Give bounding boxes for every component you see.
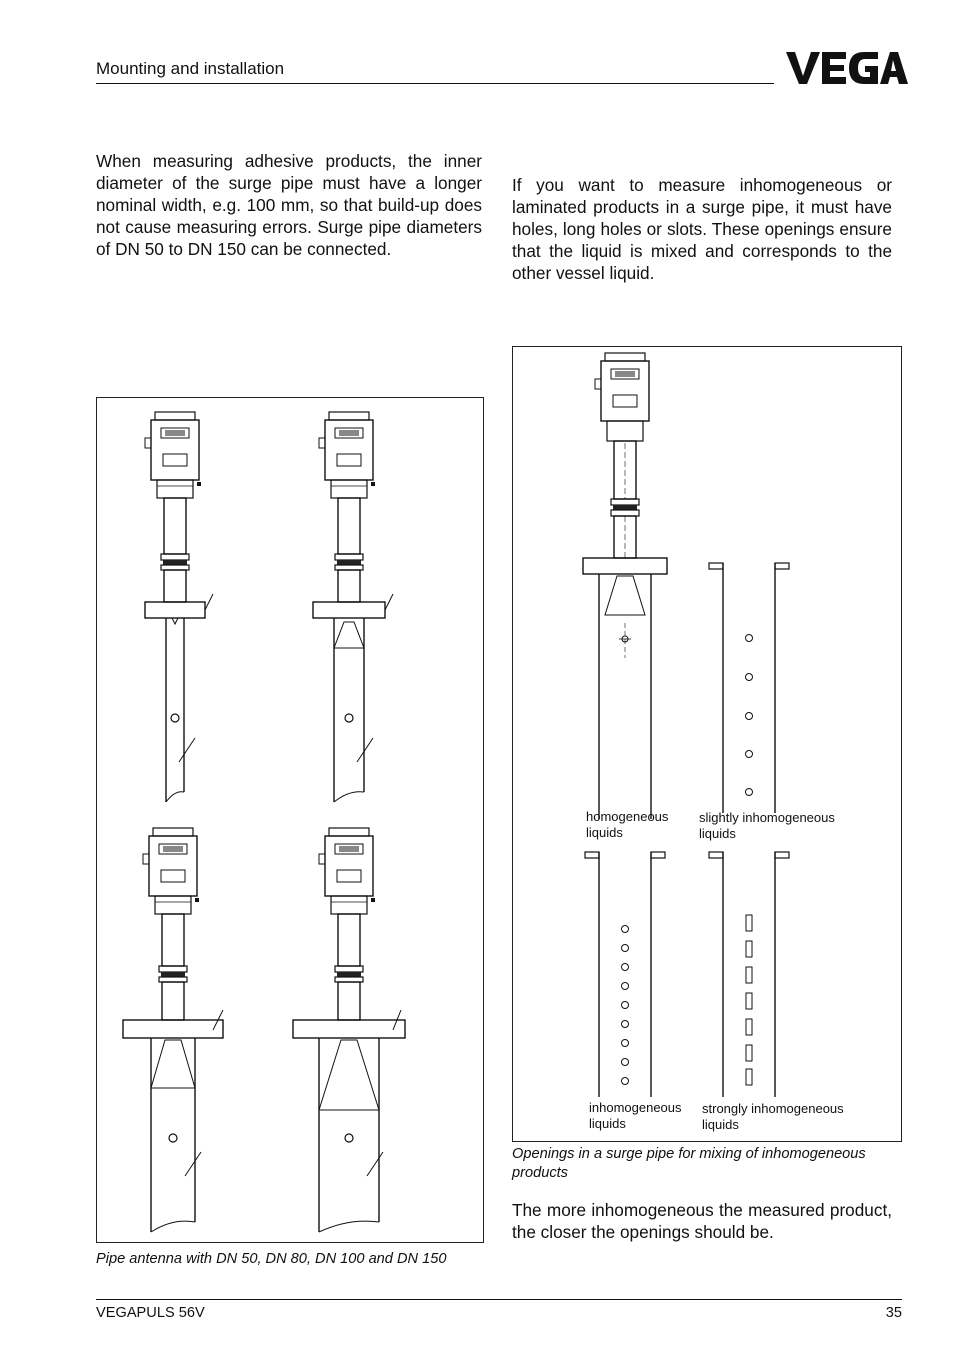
pipe-antenna-caption: Pipe antenna with DN 50, DN 80, DN 100 and DN 150 bbox=[96, 1251, 447, 1267]
openings-paragraph: The more inhomogeneous the measured product, the closer the openings should be. bbox=[512, 1200, 892, 1242]
adhesive-paragraph: When measuring adhesive products, the inner diameter of the surge pipe must have a longer nominal width, e.g. 100 mm, so that build-up does not cause measuring errors. Surge pipe diameters of DN 50 to DN 150 can be connected. bbox=[96, 151, 482, 259]
label-homogeneous: homogeneous liquids bbox=[586, 809, 669, 840]
header-rule bbox=[96, 83, 774, 84]
footer-product: VEGAPULS 56V bbox=[96, 1305, 205, 1321]
footer-rule bbox=[96, 1299, 902, 1300]
pipe-antenna-drawing bbox=[97, 398, 483, 1242]
label-inhomogeneous: inhomogeneous liquids bbox=[589, 1100, 682, 1131]
pipe-antenna-figure bbox=[96, 397, 484, 1243]
label-slightly-inhomogeneous: slightly inhomogeneous liquids bbox=[699, 810, 835, 841]
section-title: Mounting and installation bbox=[96, 59, 285, 78]
page-number: 35 bbox=[885, 1305, 902, 1321]
surge-pipe-figure bbox=[512, 346, 902, 1142]
inhomogeneous-paragraph: If you want to measure inhomogeneous or laminated products in a surge pipe, it must have holes, long holes or slots. These openings ensure that the liquid is mixed and corresponds to the other vessel liquid. bbox=[512, 175, 892, 283]
label-strongly-inhomogeneous: strongly inhomogeneous liquids bbox=[702, 1101, 844, 1132]
surge-pipe-drawing bbox=[513, 347, 901, 1141]
surge-pipe-caption: Openings in a surge pipe for mixing of inhomogeneous products bbox=[512, 1146, 866, 1181]
vega-logo bbox=[786, 50, 908, 86]
